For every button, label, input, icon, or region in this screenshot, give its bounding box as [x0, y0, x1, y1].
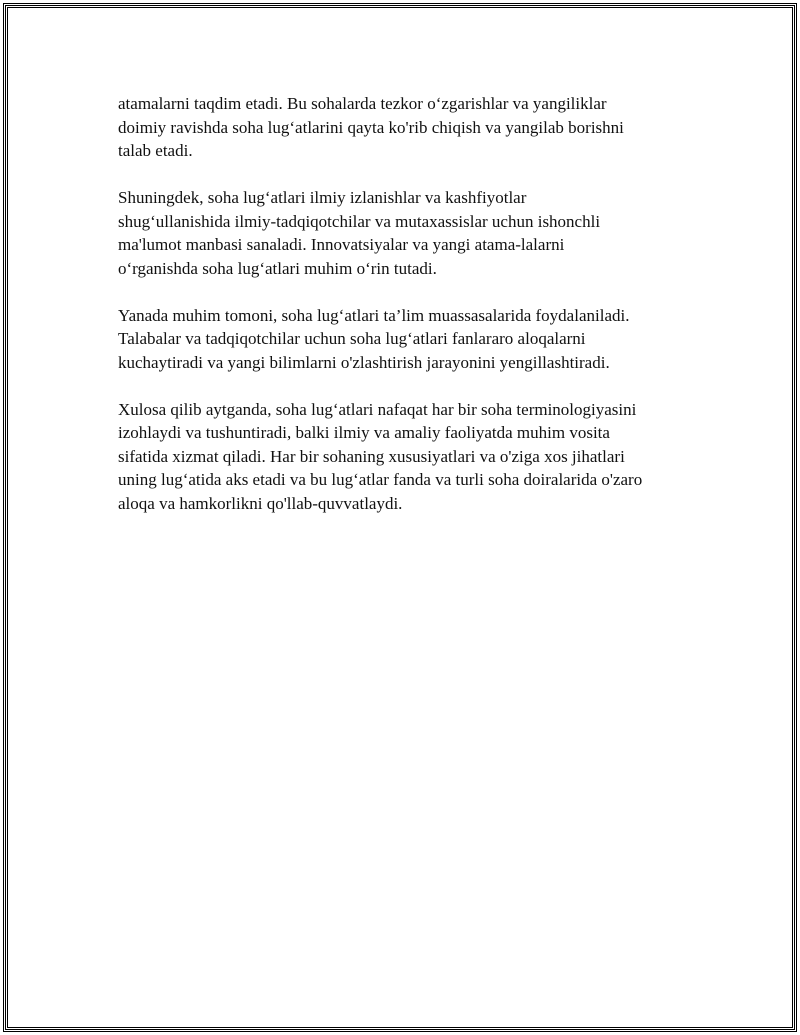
paragraph-1	[118, 92, 698, 163]
text-line: ma'lumot manbasi sanaladi. Innovatsiyalar va yangi atama-lalarni	[118, 235, 565, 254]
paragraph-3	[118, 304, 698, 375]
text-line: Xulosa qilib aytganda, soha lug‘atlari nafaqat har bir soha terminologiyasini	[118, 399, 637, 419]
text-line: sifatida xizmat qiladi. Har bir sohaning xususiyatlari va o'ziga xos jihatlari	[118, 446, 625, 466]
text-line: Yanada muhim tomoni, soha lug‘atlari ta’lim muassasalarida foydalaniladi.	[118, 305, 630, 325]
paragraph-4	[118, 398, 698, 516]
text-line: talab etadi.	[118, 141, 193, 160]
paragraph-2	[118, 186, 698, 280]
text-line: kuchaytiradi va yangi bilimlarni o'zlashtirish jarayonini yengillashtiradi.	[118, 352, 610, 372]
document-body	[118, 92, 698, 539]
text-line: o‘rganishda soha lug‘atlari muhim o‘rin tutadi.	[118, 258, 437, 278]
text-line: shug‘ullanishida ilmiy-tadqiqotchilar va mutaxassislar uchun ishonchli	[118, 211, 601, 231]
text-line: izohlaydi va tushuntiradi, balki ilmiy va amaliy faoliyatda muhim vosita	[118, 423, 610, 442]
text-line: aloqa va hamkorlikni qo'llab-quvvatlaydi.	[118, 493, 403, 513]
text-line: Talabalar va tadqiqotchilar uchun soha lug‘atlari fanlararo aloqalarni	[118, 329, 586, 348]
text-line: Shuningdek, soha lug‘atlari ilmiy izlanishlar va kashfiyotlar	[118, 188, 527, 207]
text-line: atamalarni taqdim etadi. Bu sohalarda tezkor o‘zgarishlar va yangiliklar	[118, 94, 607, 113]
text-line: uning lug‘atida aks etadi va bu lug‘atlar fanda va turli soha doiralarida o'zaro	[118, 470, 643, 489]
text-line: doimiy ravishda soha lug‘atlarini qayta ko'rib chiqish va yangilab borishni	[118, 117, 624, 137]
